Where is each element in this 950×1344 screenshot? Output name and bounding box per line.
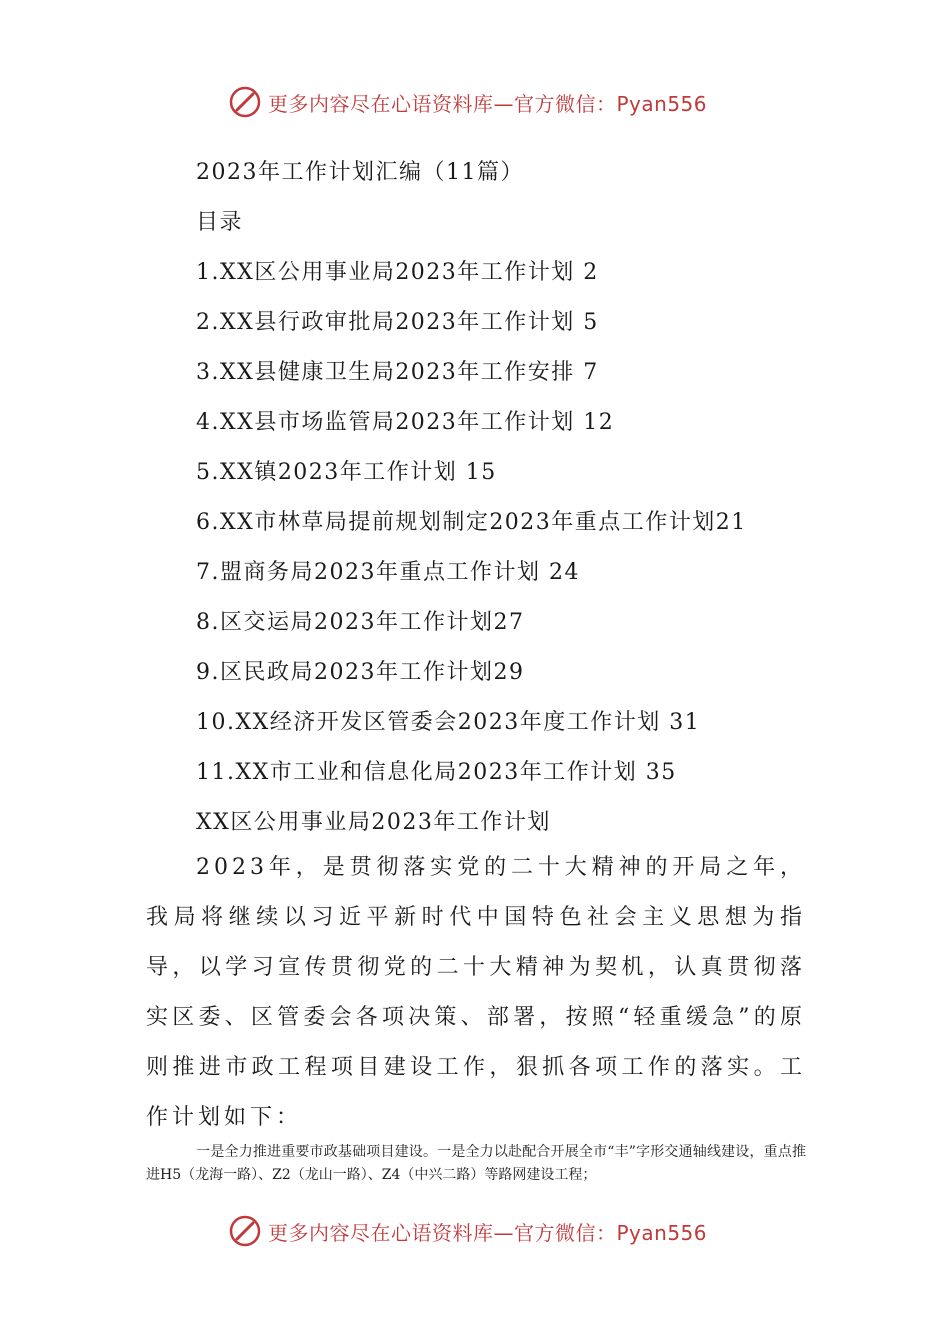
intro-paragraph [146,843,806,1143]
intro-paragraph-text: 2023年，是贯彻落实党的二十大精神的开局之年，我局将继续以习近平新时代中国特色社会主义思想为指导，以学习宣传贯彻党的二十大精神为契机，认真贯彻落实区委、区管委会各项决策、部署，按照“轻重缓急”的原则推进市政工程项目建设工作，狠抓各项工作的落实。工作计划如下： [146,855,806,1130]
toc-item-4: 4.XX县市场监管局2023年工作计划 12 [196,410,615,435]
toc-item-5: 5.XX镇2023年工作计划 15 [196,460,497,485]
watermark-banner-bottom [228,1211,707,1251]
toc-item-11: 11.XX市工业和信息化局2023年工作计划 35 [196,760,677,785]
toc-item-6: 6.XX市林草局提前规划制定2023年重点工作计划21 [196,510,747,535]
toc-item-2: 2.XX县行政审批局2023年工作计划 5 [196,310,599,335]
toc-item-8: 8.区交运局2023年工作计划27 [196,610,525,635]
toc-item-7: 7.盟商务局2023年重点工作计划 24 [196,560,580,585]
toc-item-10: 10.XX经济开发区管委会2023年度工作计划 31 [196,710,701,735]
watermark-text: 更多内容尽在心语资料库—官方微信：Pyan556 [268,91,708,116]
body-paragraph-small [146,1141,806,1187]
watermark-banner-top [228,82,707,122]
toc-item-9: 9.区民政局2023年工作计划29 [196,660,525,685]
pen-logo-icon [228,1214,262,1248]
body-paragraph-text: 一是全力推进重要市政基础项目建设。一是全力以赴配合开展全市“丰”字形交通轴线建设，重点推进H5（龙海一路）、Z2（龙山一路）、Z4（中兴二路）等路网建设工程； [146,1144,806,1183]
section-title: XX区公用事业局2023年工作计划 [196,810,551,835]
pen-logo-icon [228,85,262,119]
toc-heading: 目录 [196,210,244,235]
toc-item-1: 1.XX区公用事业局2023年工作计划 2 [196,260,599,285]
watermark-text: 更多内容尽在心语资料库—官方微信：Pyan556 [268,1220,708,1245]
document-title: 2023年工作计划汇编（11篇） [196,160,524,185]
toc-item-3: 3.XX县健康卫生局2023年工作安排 7 [196,360,599,385]
